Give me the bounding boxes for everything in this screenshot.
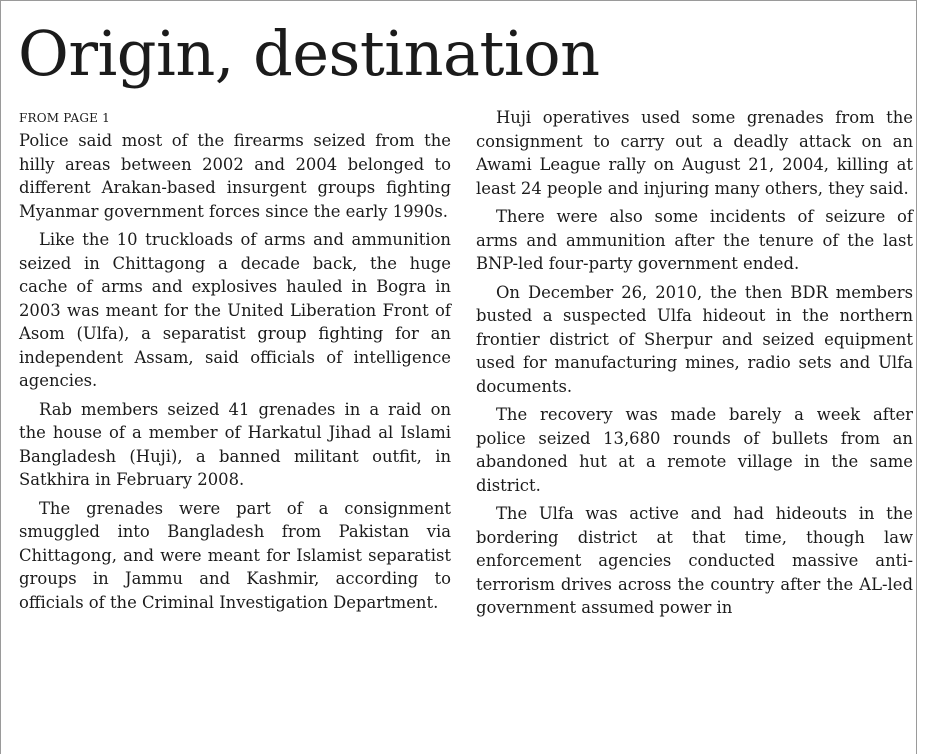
right-column (476, 106, 913, 625)
paragraph: The recovery was made barely a week after police seized 13,680 rounds of bullets from an abandoned hut at a remote village in the same district. (476, 405, 913, 495)
paragraph: Police said most of the firearms seized from the hilly areas between 2002 and 2004 belonged to different Arakan-based insurgent groups fighting Myanmar government forces since the early 1990s. (19, 131, 451, 221)
paragraph: Huji operatives used some grenades from the consignment to carry out a deadly attack on an Awami League rally on August 21, 2004, killing at least 24 people and injuring many others, they said. (476, 108, 913, 198)
paragraph: The Ulfa was active and had hideouts in the bordering district at that time, though law enforcement agencies conducted massive anti-terrorism drives across the country after the AL-led government assumed power in (476, 504, 913, 617)
headline: Origin, destination (18, 17, 600, 90)
paragraph: The grenades were part of a consignment smuggled into Bangladesh from Pakistan via Chittagong, and were meant for Islamist separatist groups in Jammu and Kashmir, according to officials of the Criminal Investigation Department. (19, 498, 451, 612)
paragraph: Rab members seized 41 grenades in a raid on the house of a member of Harkatul Jihad al Islami Bangladesh (Huji), a banned militant outfit, in Satkhira in February 2008. (19, 399, 451, 489)
paragraph: Like the 10 truckloads of arms and ammunition seized in Chittagong a decade back, the huge cache of arms and explosives hauled in Bogra in 2003 was meant for the United Liberation Front of Asom (Ulfa), a separatist group fighting for an independent Assam, said officials of intelligence agencies. (19, 230, 451, 390)
paragraph: There were also some incidents of seizure of arms and ammunition after the tenure of the last BNP-led four-party government ended. (476, 207, 913, 273)
paragraph: On December 26, 2010, the then BDR members busted a suspected Ulfa hideout in the northern frontier district of Sherpur and seized equipment used for manufacturing mines, radio sets and Ulfa documents. (476, 282, 913, 396)
left-column (19, 129, 451, 619)
from-page-label: FROM PAGE 1 (19, 111, 110, 125)
left-border (0, 0, 1, 754)
top-border (0, 0, 917, 1)
right-border (916, 0, 917, 754)
